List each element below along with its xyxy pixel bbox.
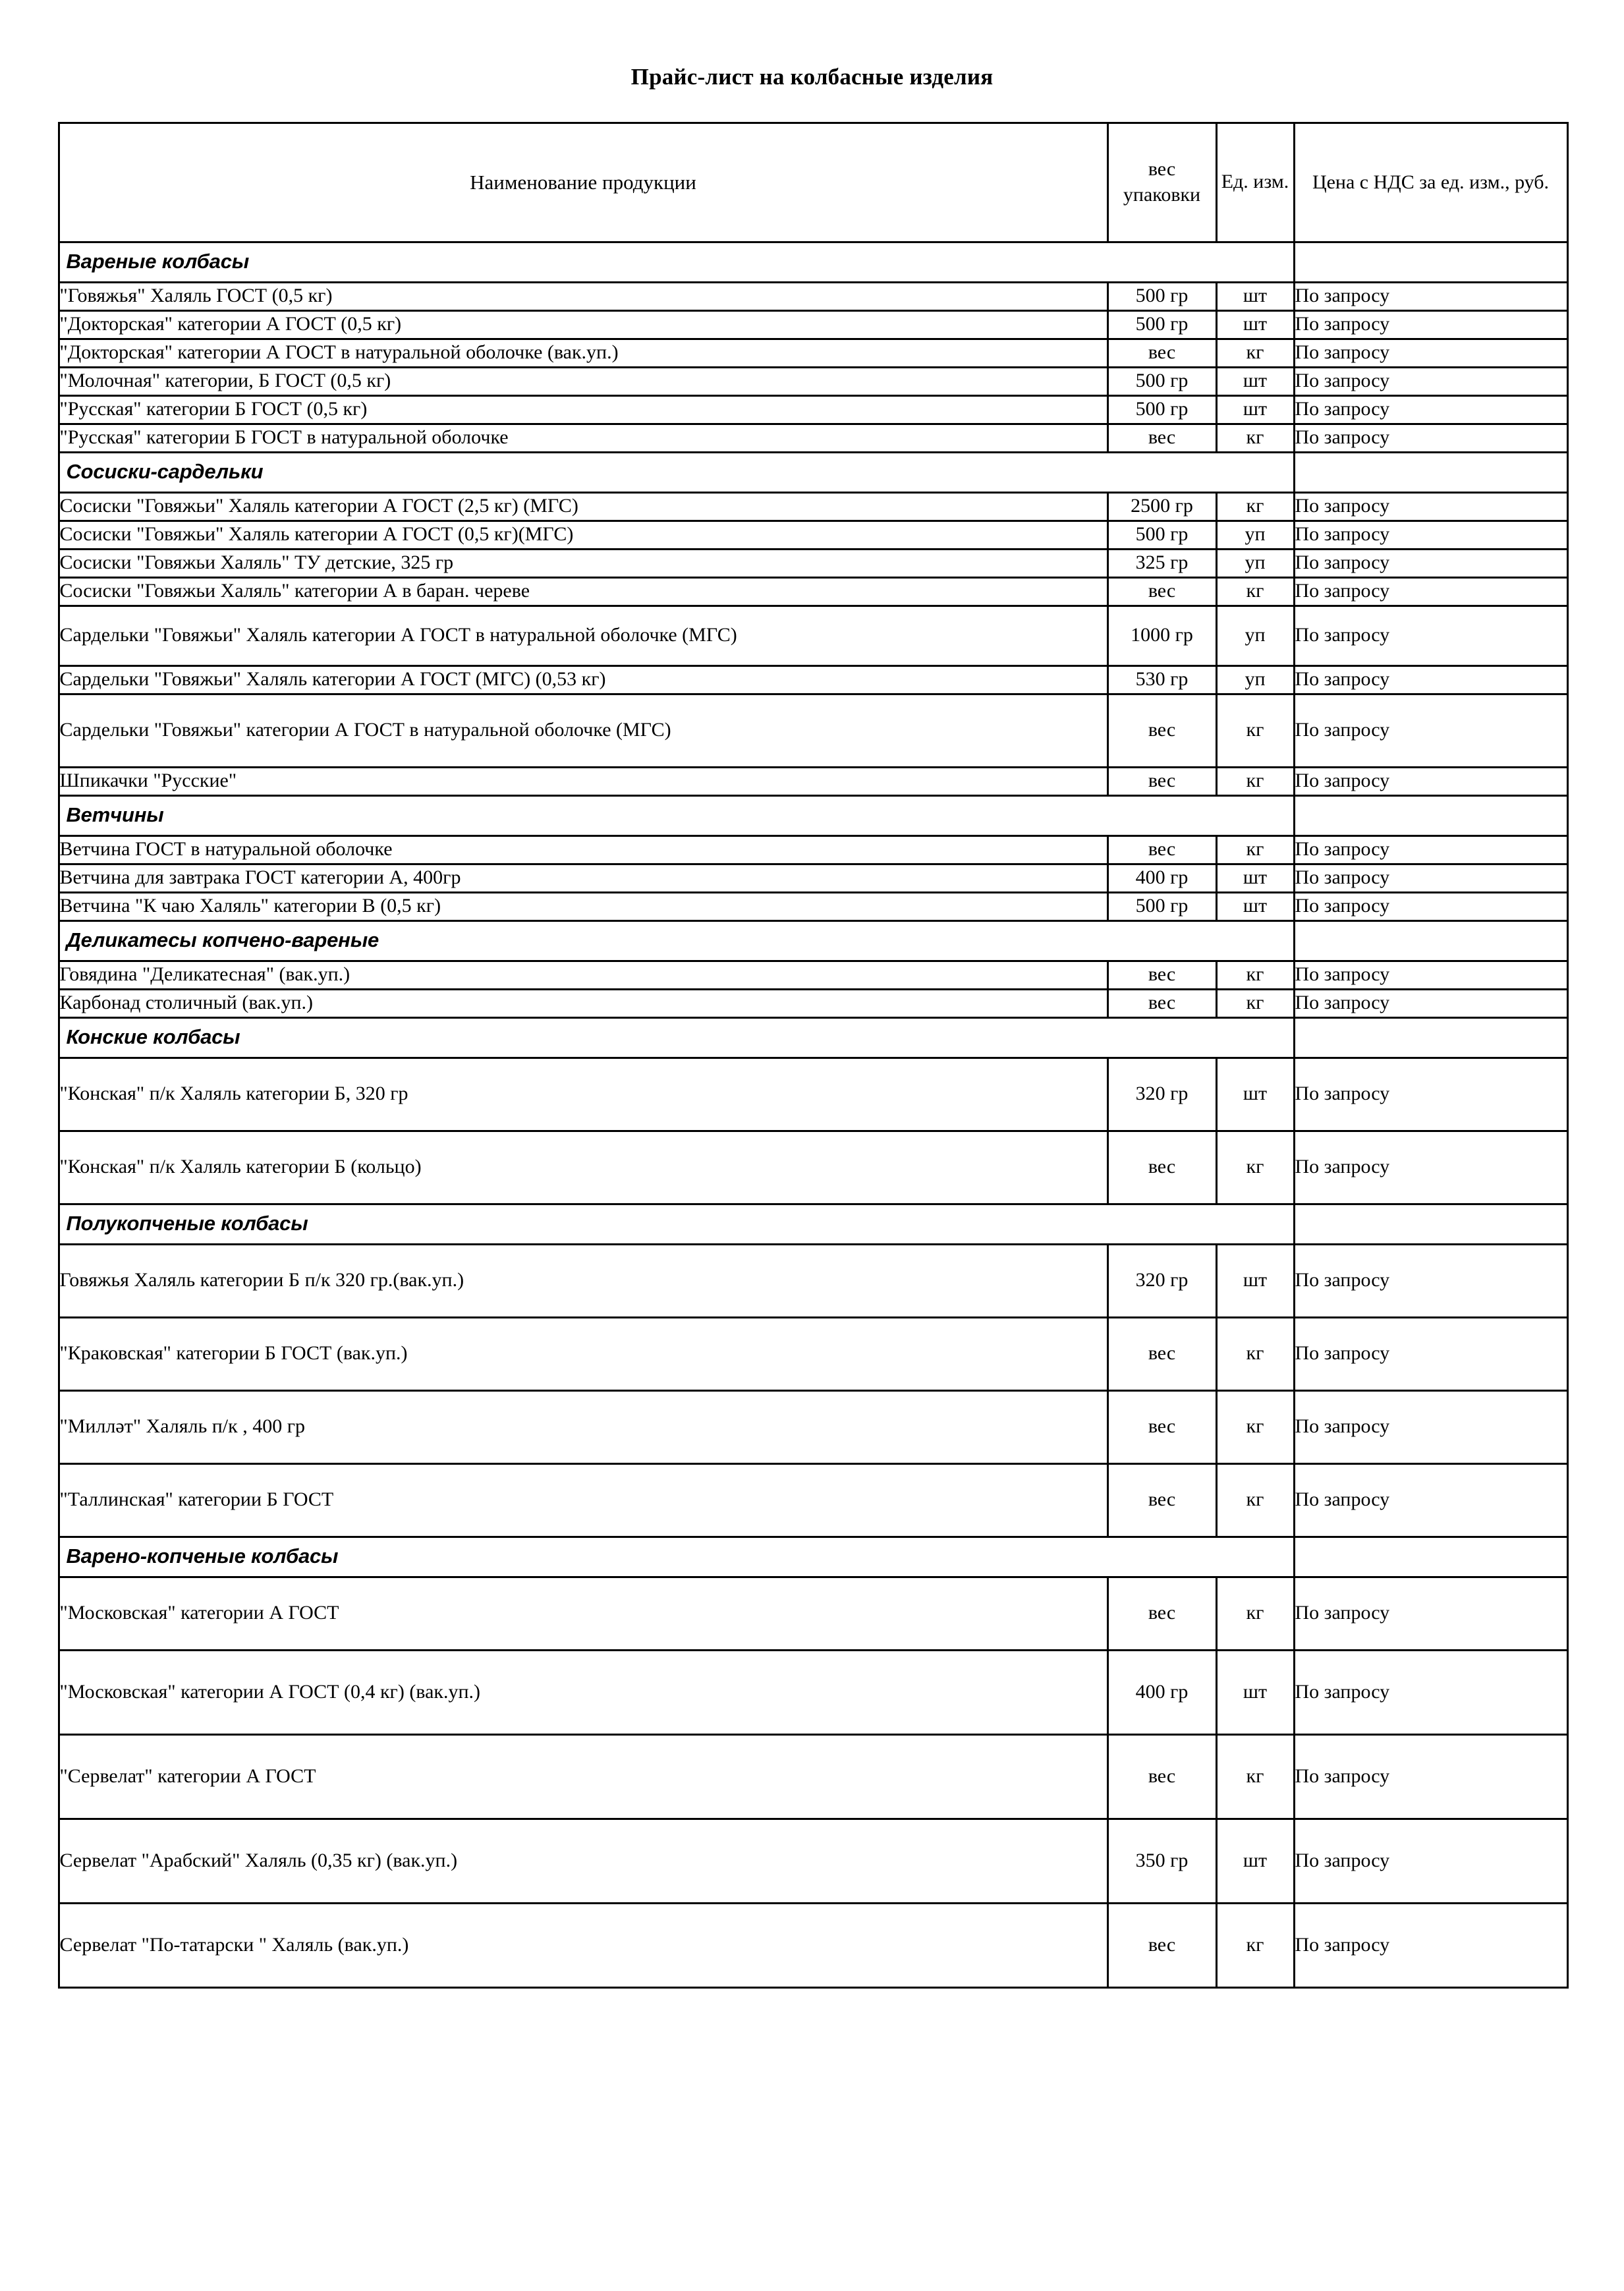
package-weight-cell: вес xyxy=(1107,835,1216,864)
unit-cell: кг xyxy=(1216,1463,1294,1537)
price-cell: По запросу xyxy=(1294,549,1567,577)
price-cell: По запросу xyxy=(1294,1819,1567,1903)
table-row xyxy=(59,606,1567,665)
table-row xyxy=(59,1058,1567,1131)
product-name-cell: Сервелат "Арабский" Халяль (0,35 кг) (вак.уп.) xyxy=(59,1819,1107,1903)
unit-cell: шт xyxy=(1216,892,1294,920)
table-row xyxy=(59,1244,1567,1317)
section-header-label: Полукопченые колбасы xyxy=(59,1204,1294,1244)
product-name-cell: Сервелат "По-татарски " Халяль (вак.уп.) xyxy=(59,1903,1107,1987)
price-cell: По запросу xyxy=(1294,310,1567,339)
section-header-price-cell xyxy=(1294,452,1567,492)
product-name-cell: "Докторская" категории А ГОСТ в натуральной оболочке (вак.уп.) xyxy=(59,339,1107,367)
price-cell: По запросу xyxy=(1294,892,1567,920)
package-weight-cell: 400 гр xyxy=(1107,1650,1216,1734)
table-row xyxy=(59,767,1567,795)
price-cell: По запросу xyxy=(1294,767,1567,795)
section-header-row xyxy=(59,1017,1567,1058)
price-cell: По запросу xyxy=(1294,1131,1567,1204)
price-cell: По запросу xyxy=(1294,1903,1567,1987)
header-row xyxy=(59,123,1567,242)
product-name-cell: "Московская" категории А ГОСТ (0,4 кг) (вак.уп.) xyxy=(59,1650,1107,1734)
product-name-cell: "Конская" п/к Халяль категории Б, 320 гр xyxy=(59,1058,1107,1131)
product-name-cell: "Сервелат" категории А ГОСТ xyxy=(59,1734,1107,1819)
product-name-cell: Говяжья Халяль категории Б п/к 320 гр.(вак.уп.) xyxy=(59,1244,1107,1317)
product-name-cell: Сосиски "Говяжьи Халяль" ТУ детские, 325 гр xyxy=(59,549,1107,577)
package-weight-cell: вес xyxy=(1107,1390,1216,1463)
price-cell: По запросу xyxy=(1294,395,1567,424)
unit-cell: шт xyxy=(1216,282,1294,310)
section-header-row xyxy=(59,242,1567,282)
product-name-cell: Сосиски "Говяжьи" Халяль категории А ГОСТ (0,5 кг)(МГС) xyxy=(59,521,1107,549)
section-header-label: Ветчины xyxy=(59,795,1294,835)
price-cell: По запросу xyxy=(1294,1390,1567,1463)
package-weight-cell: вес xyxy=(1107,1463,1216,1537)
table-row xyxy=(59,1819,1567,1903)
unit-cell: шт xyxy=(1216,395,1294,424)
package-weight-cell: 320 гр xyxy=(1107,1244,1216,1317)
table-row xyxy=(59,549,1567,577)
package-weight-cell: 350 гр xyxy=(1107,1819,1216,1903)
product-name-cell: Говядина "Деликатесная" (вак.уп.) xyxy=(59,961,1107,989)
price-table xyxy=(58,122,1569,1989)
package-weight-cell: 530 гр xyxy=(1107,665,1216,694)
table-row xyxy=(59,282,1567,310)
section-header-row xyxy=(59,452,1567,492)
price-cell: По запросу xyxy=(1294,367,1567,395)
package-weight-cell: вес xyxy=(1107,694,1216,767)
package-weight-cell: вес xyxy=(1107,1577,1216,1650)
price-cell: По запросу xyxy=(1294,1577,1567,1650)
table-row xyxy=(59,694,1567,767)
table-row xyxy=(59,864,1567,892)
package-weight-cell: 1000 гр xyxy=(1107,606,1216,665)
product-name-cell: Сардельки "Говяжьи" Халяль категории А ГОСТ (МГС) (0,53 кг) xyxy=(59,665,1107,694)
unit-cell: кг xyxy=(1216,492,1294,521)
unit-cell: кг xyxy=(1216,1131,1294,1204)
section-header-label: Вареные колбасы xyxy=(59,242,1294,282)
unit-cell: кг xyxy=(1216,1734,1294,1819)
table-row xyxy=(59,1390,1567,1463)
package-weight-cell: вес xyxy=(1107,424,1216,452)
price-cell: По запросу xyxy=(1294,1244,1567,1317)
section-header-label: Сосиски-сардельки xyxy=(59,452,1294,492)
section-header-price-cell xyxy=(1294,1204,1567,1244)
unit-cell: кг xyxy=(1216,961,1294,989)
price-cell: По запросу xyxy=(1294,577,1567,606)
price-cell: По запросу xyxy=(1294,1734,1567,1819)
package-weight-cell: 500 гр xyxy=(1107,521,1216,549)
package-weight-cell: 500 гр xyxy=(1107,310,1216,339)
section-header-price-cell xyxy=(1294,1017,1567,1058)
unit-cell: шт xyxy=(1216,1058,1294,1131)
table-row xyxy=(59,989,1567,1017)
table-body xyxy=(59,242,1567,1987)
unit-cell: кг xyxy=(1216,577,1294,606)
package-weight-cell: 320 гр xyxy=(1107,1058,1216,1131)
table-row xyxy=(59,665,1567,694)
section-header-price-cell xyxy=(1294,242,1567,282)
table-row xyxy=(59,961,1567,989)
package-weight-cell: вес xyxy=(1107,767,1216,795)
unit-cell: кг xyxy=(1216,1390,1294,1463)
package-weight-cell: 500 гр xyxy=(1107,892,1216,920)
column-header-pack: вес упаковки xyxy=(1107,123,1216,242)
unit-cell: шт xyxy=(1216,1819,1294,1903)
unit-cell: кг xyxy=(1216,1577,1294,1650)
price-cell: По запросу xyxy=(1294,282,1567,310)
product-name-cell: Сардельки "Говяжьи" категории А ГОСТ в натуральной оболочке (МГС) xyxy=(59,694,1107,767)
product-name-cell: "Русская" категории Б ГОСТ (0,5 кг) xyxy=(59,395,1107,424)
table-row xyxy=(59,395,1567,424)
product-name-cell: "Конская" п/к Халяль категории Б (кольцо) xyxy=(59,1131,1107,1204)
table-row xyxy=(59,1577,1567,1650)
product-name-cell: "Молочная" категории, Б ГОСТ (0,5 кг) xyxy=(59,367,1107,395)
section-header-row xyxy=(59,1537,1567,1577)
section-header-price-cell xyxy=(1294,1537,1567,1577)
package-weight-cell: вес xyxy=(1107,1903,1216,1987)
price-cell: По запросу xyxy=(1294,339,1567,367)
product-name-cell: Ветчина для завтрака ГОСТ категории А, 400гр xyxy=(59,864,1107,892)
package-weight-cell: 400 гр xyxy=(1107,864,1216,892)
package-weight-cell: 2500 гр xyxy=(1107,492,1216,521)
table-row xyxy=(59,1131,1567,1204)
price-cell: По запросу xyxy=(1294,1463,1567,1537)
price-cell: По запросу xyxy=(1294,1650,1567,1734)
price-cell: По запросу xyxy=(1294,606,1567,665)
table-row xyxy=(59,577,1567,606)
unit-cell: шт xyxy=(1216,1650,1294,1734)
package-weight-cell: 325 гр xyxy=(1107,549,1216,577)
package-weight-cell: вес xyxy=(1107,961,1216,989)
table-row xyxy=(59,835,1567,864)
section-header-label: Деликатесы копчено-вареные xyxy=(59,920,1294,961)
unit-cell: уп xyxy=(1216,606,1294,665)
table-row xyxy=(59,1463,1567,1537)
unit-cell: шт xyxy=(1216,310,1294,339)
product-name-cell: "Русская" категории Б ГОСТ в натуральной оболочке xyxy=(59,424,1107,452)
product-name-cell: "Докторская" категории А ГОСТ (0,5 кг) xyxy=(59,310,1107,339)
package-weight-cell: вес xyxy=(1107,577,1216,606)
product-name-cell: Ветчина ГОСТ в натуральной оболочке xyxy=(59,835,1107,864)
price-cell: По запросу xyxy=(1294,835,1567,864)
product-name-cell: "Таллинская" категории Б ГОСТ xyxy=(59,1463,1107,1537)
table-row xyxy=(59,310,1567,339)
column-header-price: Цена с НДС за ед. изм., руб. xyxy=(1294,123,1567,242)
package-weight-cell: 500 гр xyxy=(1107,395,1216,424)
unit-cell: кг xyxy=(1216,989,1294,1017)
unit-cell: уп xyxy=(1216,665,1294,694)
package-weight-cell: вес xyxy=(1107,1317,1216,1390)
column-header-name: Наименование продукции xyxy=(59,123,1107,242)
product-name-cell: Сардельки "Говяжьи" Халяль категории А ГОСТ в натуральной оболочке (МГС) xyxy=(59,606,1107,665)
product-name-cell: "Московская" категории А ГОСТ xyxy=(59,1577,1107,1650)
page-title: Прайс-лист на колбасные изделия xyxy=(630,64,994,90)
section-header-row xyxy=(59,795,1567,835)
unit-cell: шт xyxy=(1216,367,1294,395)
section-header-price-cell xyxy=(1294,920,1567,961)
price-cell: По запросу xyxy=(1294,424,1567,452)
product-name-cell: "Миллəт" Халяль п/к , 400 гр xyxy=(59,1390,1107,1463)
table-row xyxy=(59,367,1567,395)
price-cell: По запросу xyxy=(1294,1058,1567,1131)
unit-cell: кг xyxy=(1216,694,1294,767)
table-row xyxy=(59,1317,1567,1390)
unit-cell: шт xyxy=(1216,1244,1294,1317)
package-weight-cell: 500 гр xyxy=(1107,367,1216,395)
table-row xyxy=(59,1903,1567,1987)
price-cell: По запросу xyxy=(1294,961,1567,989)
table-row xyxy=(59,892,1567,920)
product-name-cell: "Краковская" категории Б ГОСТ (вак.уп.) xyxy=(59,1317,1107,1390)
price-table-wrapper xyxy=(58,90,1567,1989)
table-row xyxy=(59,521,1567,549)
package-weight-cell: вес xyxy=(1107,989,1216,1017)
package-weight-cell: вес xyxy=(1107,339,1216,367)
section-header-label: Конские колбасы xyxy=(59,1017,1294,1058)
table-row xyxy=(59,339,1567,367)
section-header-row xyxy=(59,1204,1567,1244)
product-name-cell: Карбонад столичный (вак.уп.) xyxy=(59,989,1107,1017)
unit-cell: шт xyxy=(1216,864,1294,892)
section-header-row xyxy=(59,920,1567,961)
price-cell: По запросу xyxy=(1294,864,1567,892)
package-weight-cell: 500 гр xyxy=(1107,282,1216,310)
product-name-cell: Сосиски "Говяжьи Халяль" категории А в баран. череве xyxy=(59,577,1107,606)
column-header-unit: Ед. изм. xyxy=(1216,123,1294,242)
section-header-label: Варено-копченые колбасы xyxy=(59,1537,1294,1577)
table-header xyxy=(59,123,1567,242)
unit-cell: кг xyxy=(1216,767,1294,795)
table-row xyxy=(59,1734,1567,1819)
product-name-cell: Сосиски "Говяжьи" Халяль категории А ГОСТ (2,5 кг) (МГС) xyxy=(59,492,1107,521)
table-row xyxy=(59,424,1567,452)
section-header-price-cell xyxy=(1294,795,1567,835)
unit-cell: кг xyxy=(1216,1317,1294,1390)
unit-cell: уп xyxy=(1216,521,1294,549)
unit-cell: кг xyxy=(1216,835,1294,864)
price-cell: По запросу xyxy=(1294,665,1567,694)
unit-cell: кг xyxy=(1216,339,1294,367)
table-row xyxy=(59,1650,1567,1734)
price-cell: По запросу xyxy=(1294,989,1567,1017)
product-name-cell: "Говяжья" Халяль ГОСТ (0,5 кг) xyxy=(59,282,1107,310)
price-cell: По запросу xyxy=(1294,521,1567,549)
unit-cell: кг xyxy=(1216,1903,1294,1987)
unit-cell: уп xyxy=(1216,549,1294,577)
table-row xyxy=(59,492,1567,521)
package-weight-cell: вес xyxy=(1107,1734,1216,1819)
product-name-cell: Шпикачки "Русские" xyxy=(59,767,1107,795)
price-cell: По запросу xyxy=(1294,1317,1567,1390)
price-cell: По запросу xyxy=(1294,694,1567,767)
package-weight-cell: вес xyxy=(1107,1131,1216,1204)
product-name-cell: Ветчина "К чаю Халяль" категории В (0,5 кг) xyxy=(59,892,1107,920)
price-cell: По запросу xyxy=(1294,492,1567,521)
unit-cell: кг xyxy=(1216,424,1294,452)
